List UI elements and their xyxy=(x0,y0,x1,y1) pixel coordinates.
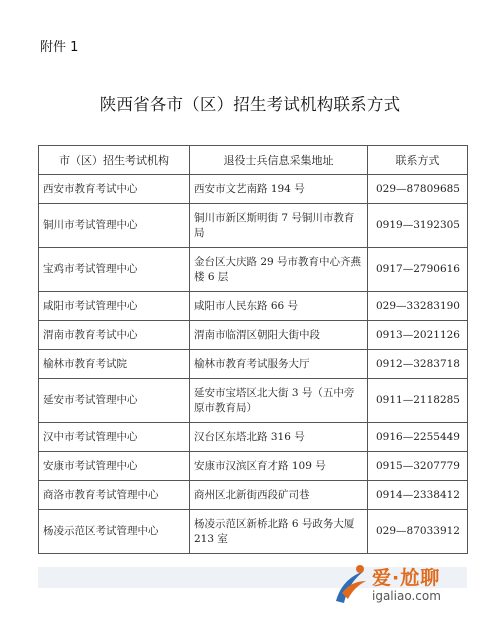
phone-cell: 0917—2790616 xyxy=(368,248,468,292)
org-cell: 咸阳市考试管理中心 xyxy=(39,292,190,321)
attachment-label: 附件 1 xyxy=(40,40,79,55)
phone-cell: 029—87033912 xyxy=(368,510,468,554)
table-row xyxy=(39,423,468,452)
column-header-org: 市（区）招生考试机构 xyxy=(39,146,190,175)
address-cell: 安康市汉滨区育才路 109 号 xyxy=(190,452,368,481)
table-row xyxy=(39,452,468,481)
address-cell: 渭南市临渭区朝阳大街中段 xyxy=(190,321,368,350)
contacts-table xyxy=(38,145,468,554)
column-header-address: 退役士兵信息采集地址 xyxy=(190,146,368,175)
table-row xyxy=(39,510,468,554)
watermark-url: igaliao.com xyxy=(372,589,441,603)
org-cell: 安康市考试管理中心 xyxy=(39,452,190,481)
address-cell: 杨凌示范区新桥北路 6 号政务大厦 213 室 xyxy=(190,510,368,554)
address-cell: 铜川市新区斯明街 7 号铜川市教育局 xyxy=(190,204,368,248)
phone-cell: 029—87809685 xyxy=(368,175,468,204)
table-row xyxy=(39,321,468,350)
table-row xyxy=(39,175,468,204)
table-header-row xyxy=(39,146,468,175)
phone-cell: 0913—2021126 xyxy=(368,321,468,350)
org-cell: 西安市教育考试中心 xyxy=(39,175,190,204)
column-header-phone: 联系方式 xyxy=(368,146,468,175)
table-row xyxy=(39,248,468,292)
phone-cell: 0914—2338412 xyxy=(368,481,468,510)
address-cell: 金台区大庆路 29 号市教育中心齐燕楼 6 层 xyxy=(190,248,368,292)
address-cell: 咸阳市人民东路 66 号 xyxy=(190,292,368,321)
org-cell: 杨凌示范区考试管理中心 xyxy=(39,510,190,554)
table-row xyxy=(39,204,468,248)
org-cell: 渭南市教育考试中心 xyxy=(39,321,190,350)
watermark-name: 爱·尬聊 xyxy=(372,567,441,589)
table-row xyxy=(39,292,468,321)
table-row xyxy=(39,350,468,379)
table-row xyxy=(39,379,468,423)
org-cell: 汉中市考试管理中心 xyxy=(39,423,190,452)
address-cell: 西安市文艺南路 194 号 xyxy=(190,175,368,204)
address-cell: 汉台区东塔北路 316 号 xyxy=(190,423,368,452)
phone-cell: 0912—3283718 xyxy=(368,350,468,379)
org-cell: 铜川市考试管理中心 xyxy=(39,204,190,248)
org-cell: 商洛市教育考试管理中心 xyxy=(39,481,190,510)
site-watermark xyxy=(330,561,480,611)
phone-cell: 029—33283190 xyxy=(368,292,468,321)
address-cell: 榆林市教育考试服务大厅 xyxy=(190,350,368,379)
phone-cell: 0911—2118285 xyxy=(368,379,468,423)
runner-logo-icon xyxy=(330,563,370,607)
phone-cell: 0915—3207779 xyxy=(368,452,468,481)
address-cell: 商州区北新街西段矿司巷 xyxy=(190,481,368,510)
org-cell: 宝鸡市考试管理中心 xyxy=(39,248,190,292)
table-row xyxy=(39,481,468,510)
phone-cell: 0919—3192305 xyxy=(368,204,468,248)
org-cell: 榆林市教育考试院 xyxy=(39,350,190,379)
address-cell: 延安市宝塔区北大街 3 号（五中旁原市教育局） xyxy=(190,379,368,423)
org-cell: 延安市考试管理中心 xyxy=(39,379,190,423)
phone-cell: 0916—2255449 xyxy=(368,423,468,452)
page-title: 陕西省各市（区）招生考试机构联系方式 xyxy=(99,95,401,114)
